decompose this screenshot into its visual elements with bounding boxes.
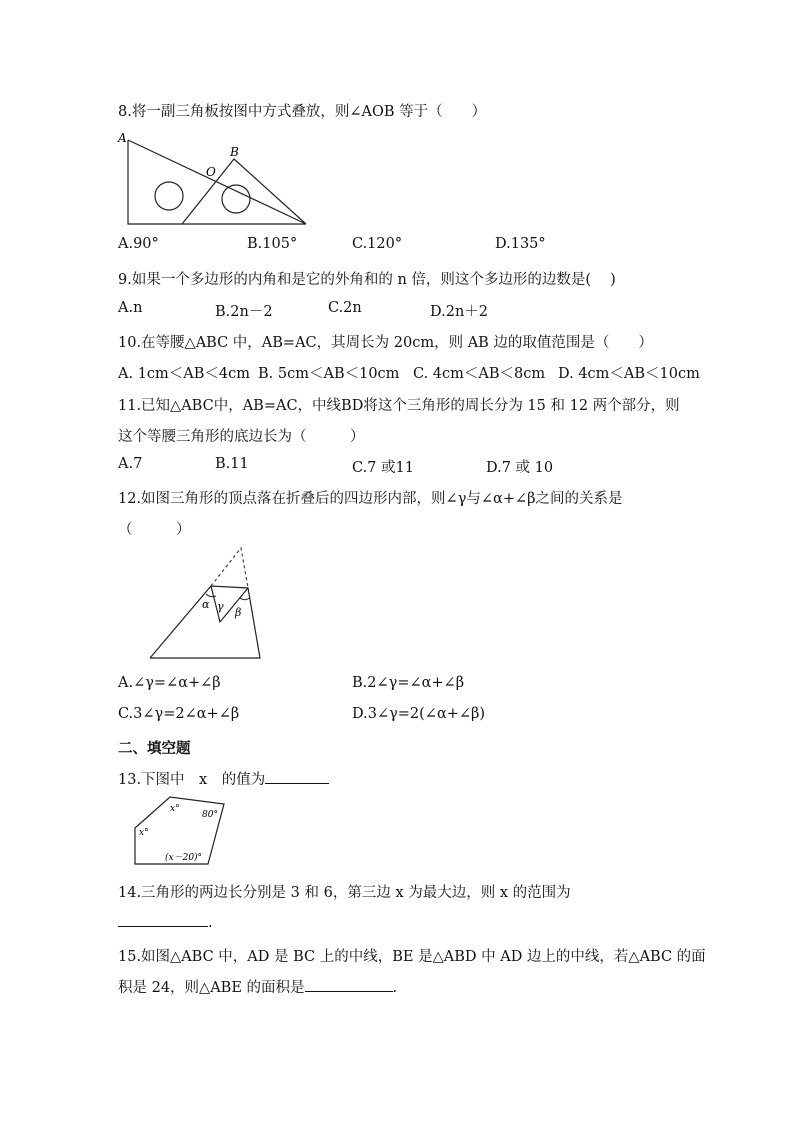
q12-stem-line1: 12.如图三角形的顶点落在折叠后的四边形内部，则∠γ与∠α+∠β之间的关系是 xyxy=(118,491,623,507)
q12-figure xyxy=(150,546,265,660)
q14-answer-line xyxy=(118,912,213,931)
q8-stem: 8.将一副三角板按图中方式叠放，则∠AOB 等于（ ） xyxy=(118,104,487,120)
q12-option-c[interactable]: C.3∠γ=2∠α+∠β xyxy=(118,706,240,722)
q9-stem: 9.如果一个多边形的内角和是它的外角和的 n 倍，则这个多边形的边数是( ) xyxy=(118,272,616,288)
q8-label-o: O xyxy=(206,165,216,179)
q15-stem-line1: 15.如图△ABC 中，AD 是 BC 上的中线，BE 是△ABD 中 AD 边上的中线，若△ABC 的面 xyxy=(118,949,706,965)
q15-stem-line2: 积是 24，则△ABE 的面积是 xyxy=(118,980,305,996)
q15-tail: . xyxy=(392,980,398,996)
q8-option-b[interactable]: B.105° xyxy=(247,236,298,252)
q10-option-a[interactable]: A. 1cm＜AB＜4cm xyxy=(118,366,251,382)
q13-figure xyxy=(128,794,228,870)
q8-triangle-45 xyxy=(182,159,306,224)
q10-option-b[interactable]: B. 5cm＜AB＜10cm xyxy=(258,366,400,382)
q11-stem-line2: 这个等腰三角形的底边长为（ ） xyxy=(118,429,365,445)
q8-option-c[interactable]: C.120° xyxy=(352,236,403,252)
q13-label-top: x° xyxy=(170,804,180,814)
q8-triangle-30-60 xyxy=(128,140,306,224)
q12-folded-quadrilateral xyxy=(150,586,260,658)
q9-option-b[interactable]: B.2n－2 xyxy=(215,304,273,320)
q10-option-d[interactable]: D. 4cm＜AB＜10cm xyxy=(558,366,700,382)
q11-option-a[interactable]: A.7 xyxy=(118,456,143,472)
q12-arc-alpha xyxy=(206,594,216,597)
q12-label-beta: β xyxy=(235,606,242,619)
q15-answer-blank[interactable] xyxy=(305,977,393,992)
q14-tail: . xyxy=(208,915,213,931)
q8-option-a[interactable]: A.90° xyxy=(118,236,159,252)
q14-stem: 14.三角形的两边长分别是 3 和 6，第三边 x 为最大边，则 x 的范围为 xyxy=(118,885,571,901)
q8-circle-right xyxy=(222,185,250,213)
q12-option-d[interactable]: D.3∠γ=2(∠α+∠β) xyxy=(352,706,486,722)
q8-circle-left xyxy=(155,182,183,210)
q8-option-d[interactable]: D.135° xyxy=(495,236,546,252)
q8-label-b: B xyxy=(230,145,239,159)
q8-label-a: A xyxy=(118,131,127,145)
q13-line xyxy=(118,768,329,789)
q13-label-bottom: (x－20)° xyxy=(165,853,203,863)
q11-option-d[interactable]: D.7 或 10 xyxy=(486,460,554,476)
q11-option-c[interactable]: C.7 或11 xyxy=(352,460,414,476)
q9-option-d[interactable]: D.2n＋2 xyxy=(430,304,489,320)
q9-option-c[interactable]: C.2n xyxy=(328,300,362,316)
q8-figure xyxy=(112,126,312,230)
q10-stem: 10.在等腰△ABC 中，AB=AC，其周长为 20cm，则 AB 边的取值范围是（ ） xyxy=(118,335,653,351)
q12-option-a[interactable]: A.∠γ=∠α+∠β xyxy=(118,675,221,691)
q10-option-c[interactable]: C. 4cm＜AB＜8cm xyxy=(413,366,546,382)
q12-stem-line2: （ ） xyxy=(118,522,191,538)
q13-answer-blank[interactable] xyxy=(265,769,329,784)
q11-stem-line1: 11.已知△ABC中，AB=AC，中线BD将这个三角形的周长分为 15 和 12 两个部分，则 xyxy=(118,398,680,414)
q15-line2 xyxy=(118,976,397,997)
q12-arc-beta xyxy=(240,597,250,600)
q12-dotted-fold xyxy=(211,548,248,588)
q11-option-b[interactable]: B.11 xyxy=(215,456,249,472)
section-fill-in-title: 二、填空题 xyxy=(118,741,191,757)
q13-label-right: 80° xyxy=(202,810,218,820)
q9-option-a[interactable]: A.n xyxy=(118,300,143,316)
q12-option-b[interactable]: B.2∠γ=∠α+∠β xyxy=(352,675,465,691)
q12-label-gamma: γ xyxy=(217,600,224,613)
q13-stem: 13.下图中 x 的值为 xyxy=(118,772,266,788)
q14-answer-blank[interactable] xyxy=(118,912,208,927)
q13-label-left: x° xyxy=(139,828,149,838)
q12-label-alpha: α xyxy=(202,598,210,611)
